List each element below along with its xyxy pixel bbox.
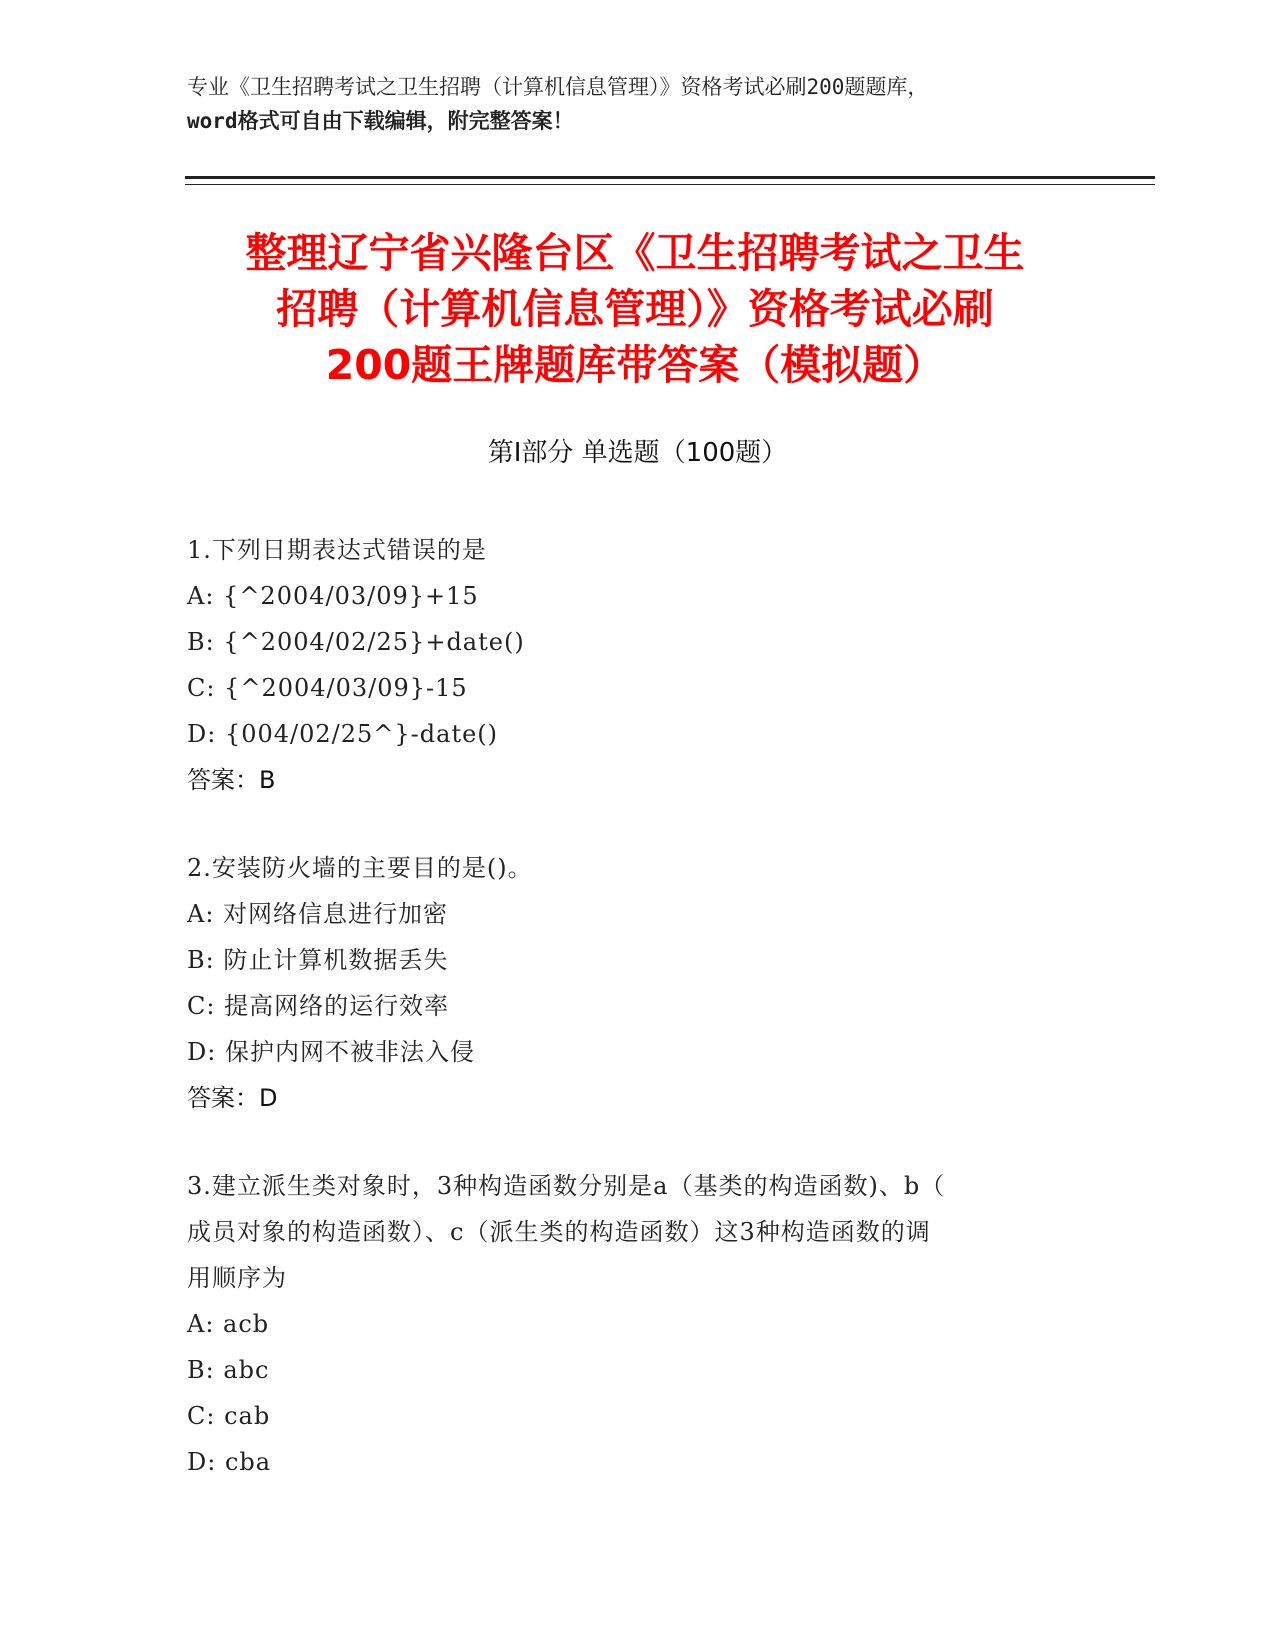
option-a: A: acb [187, 1310, 270, 1338]
header-note-line-1: 专业《卫生招聘考试之卫生招聘（计算机信息管理）》资格考试必刷200题题库， [187, 75, 929, 99]
option-b: B: abc [187, 1356, 270, 1384]
title-line-1: 整理辽宁省兴隆台区《卫生招聘考试之卫生 [245, 229, 1025, 277]
question-1 [187, 527, 1087, 803]
question-3 [187, 1163, 1087, 1485]
document-title [185, 225, 1085, 393]
answer-line: 答案：D [187, 1084, 278, 1112]
answer-line: 答案：B [187, 766, 276, 794]
question-list [187, 527, 1087, 1527]
title-line-3: 200题王牌题库带答案（模拟题） [325, 341, 945, 389]
option-c: C: 提高网络的运行效率 [187, 992, 450, 1020]
question-stem: 1.下列日期表达式错误的是 [187, 536, 487, 564]
question-stem-line-3: 用顺序为 [187, 1264, 287, 1292]
header-note [187, 70, 1087, 138]
question-stem: 2.安装防火墙的主要目的是()。 [187, 854, 533, 882]
question-2 [187, 845, 1087, 1121]
question-stem-line-1: 3.建立派生类对象时，3种构造函数分别是a（基类的构造函数)、b（ [187, 1172, 946, 1200]
option-b: B: {^2004/02/25}+date() [187, 628, 525, 656]
option-d: D: 保护内网不被非法入侵 [187, 1038, 475, 1066]
title-line-2: 招聘（计算机信息管理）》资格考试必刷 [276, 285, 994, 333]
question-stem-line-2: 成员对象的构造函数）、c（派生类的构造函数）这3种构造函数的调 [187, 1218, 931, 1246]
section-heading: 第Ⅰ部分 单选题（100题） [487, 438, 788, 468]
option-a: A: 对网络信息进行加密 [187, 900, 449, 928]
option-d: D: {004/02/25^}-date() [187, 720, 499, 748]
option-c: C: cab [187, 1402, 271, 1430]
option-c: C: {^2004/03/09}-15 [187, 674, 468, 702]
option-b: B: 防止计算机数据丢失 [187, 946, 449, 974]
header-note-line-2: word格式可自由下载编辑，附完整答案！ [187, 109, 574, 133]
option-a: A: {^2004/03/09}+15 [187, 582, 479, 610]
header-divider [185, 176, 1155, 185]
option-d: D: cba [187, 1448, 272, 1476]
